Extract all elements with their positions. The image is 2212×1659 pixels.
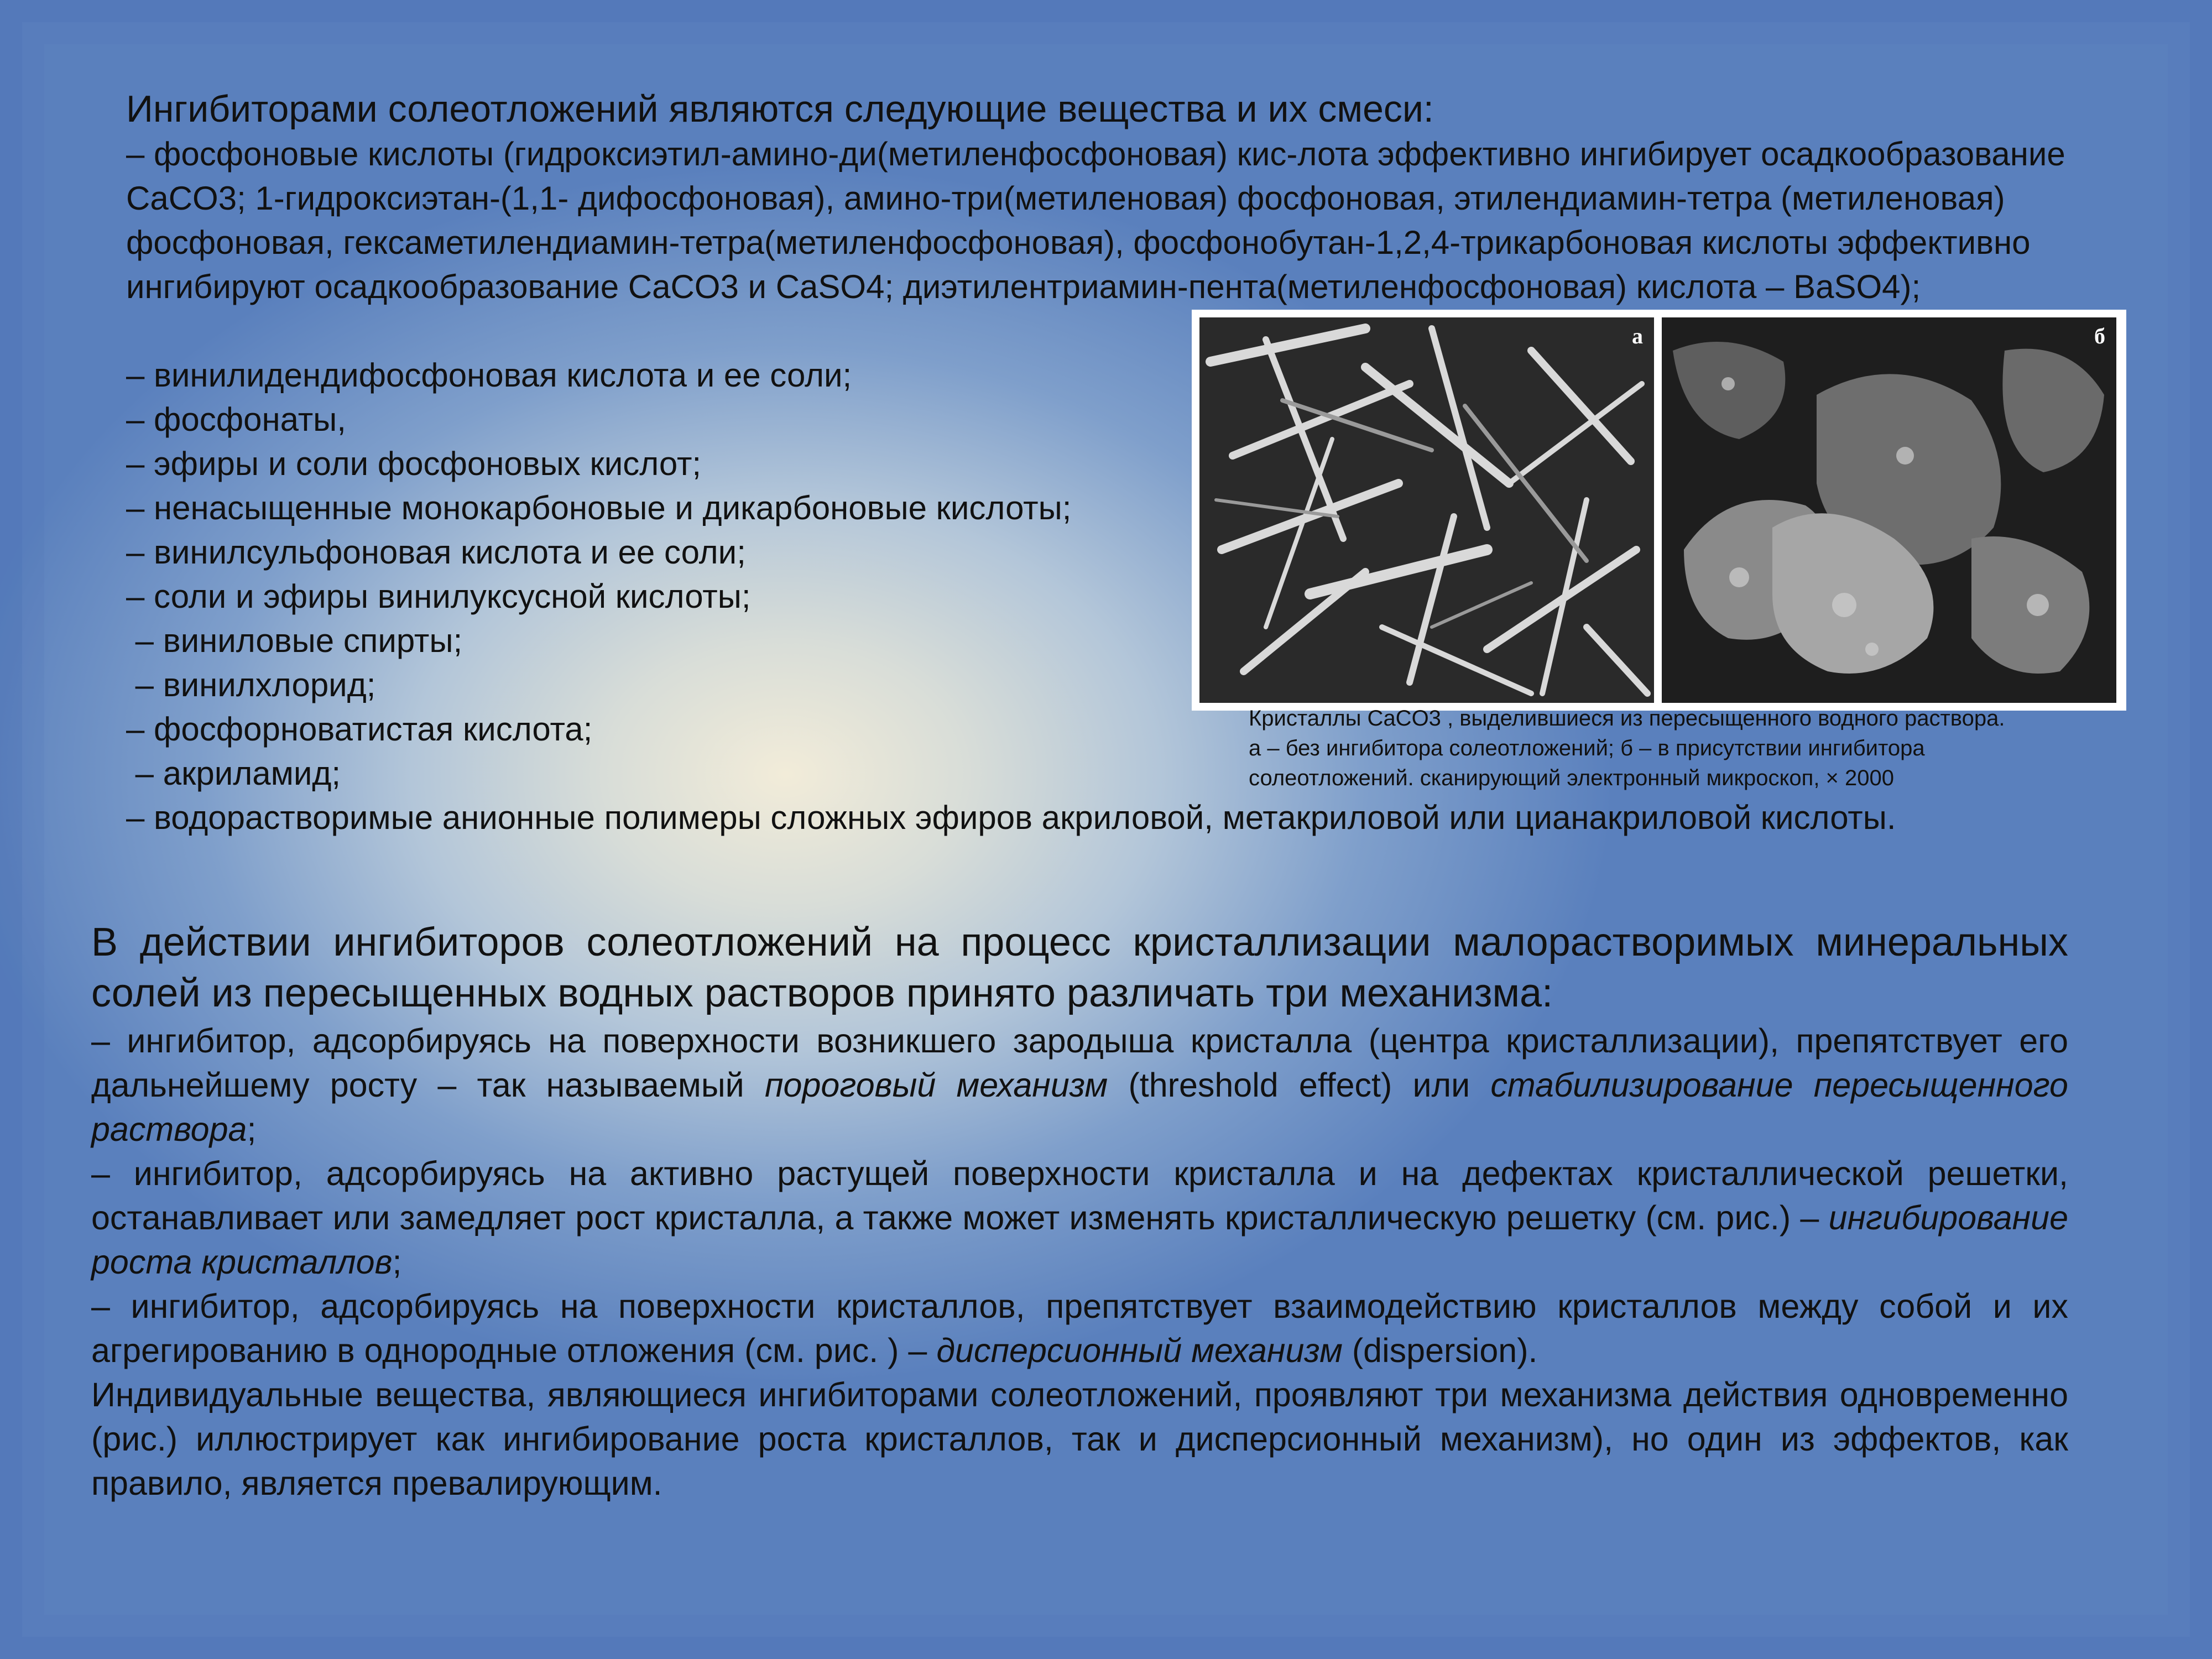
list-item: – эфиры и соли фосфоновых кислот;: [126, 445, 702, 482]
panel-label-a: а: [1632, 324, 1643, 348]
mechanism-term: стабилизирование пересыщенного раствора: [91, 1066, 2068, 1148]
aggregated-crystals-image: [1662, 317, 2116, 703]
list-item: – винилсульфоновая кислота и ее соли;: [126, 534, 746, 571]
phosphonic-acids-text: – фосфоновые кислоты (гидроксиэтил-амино-ди(метиленфосфоновая) кис-лота эффективно ингибирует осадкообразование CaCO3; 1-гидроксиэтан-(1,1- дифосфоновая), амино-три(метиленовая) фосфоновая, этилендиамин-тетра (метиленовая) фосфоновая, гексаметилендиамин-тетра(метиленфосфоновая), фосфонобутан-1,2,4-трикарбоновая кислоты эффективно ингибируют осадкообразование CaCO3 и CaSO4; диэтилентриамин-пента(метиленфосфоновая) кислота – BaSO4);: [126, 135, 2065, 305]
mechanism-text: – ингибитор, адсорбируясь на активно растущей поверхности кристалла и на дефектах кристаллической решетки, останавливает или замедляет рост кристалла, а также может изменять кристаллическую решетку (см. рис.) –: [91, 1155, 2068, 1237]
list-item: – виниловые спирты;: [126, 622, 463, 659]
list-item: – соли и эфиры винилуксусной кислоты;: [126, 578, 751, 615]
mechanism-text: – ингибитор, адсорбируясь на поверхности кристаллов, препятствует взаимодействию кристаллов между собой и их агрегированию в однородные отложения (см. рис. ) –: [91, 1287, 2068, 1369]
figure-caption: [1249, 703, 2156, 793]
mechanism-term: дисперсионный механизм: [936, 1332, 1343, 1369]
mechanism-term: ингибирование роста кристаллов: [91, 1199, 2068, 1281]
mechanism-threshold: [91, 1019, 2068, 1151]
mechanism-text: (dispersion).: [1342, 1332, 1538, 1369]
caption-line: солеотложений. сканирующий электронный микроскоп, × 2000: [1249, 766, 1895, 790]
caption-line: Кристаллы CaCO3 , выделившиеся из пересыщенного водного раствора.: [1249, 706, 2005, 731]
caption-line: а – без ингибитора солеотложений; б – в присутствии ингибитора: [1249, 736, 1925, 760]
mechanism-text: ;: [392, 1243, 402, 1281]
sem-figure: [1192, 310, 2126, 711]
mechanism-growth-inhibition: [91, 1151, 2068, 1284]
mechanisms-section: [91, 917, 2068, 1505]
list-item: – фосфорноватистая кислота;: [126, 711, 593, 748]
list-item: – водорастворимые анионные полимеры сложных эфиров акриловой, метакриловой или цианакриловой кислоты.: [126, 799, 1896, 836]
needle-crystals-image: [1199, 317, 1654, 703]
sem-image-no-inhibitor: [1199, 317, 1654, 703]
mechanism-term: пороговый механизм: [764, 1066, 1108, 1104]
list-item: – винилидендифосфоновая кислота и ее соли;: [126, 357, 852, 394]
panel-label-b: б: [2094, 324, 2105, 348]
mechanism-text: – ингибитор, адсорбируясь на поверхности возникшего зародыша кристалла (центра кристаллизации), препятствует его дальнейшему росту – так называемый: [91, 1022, 2068, 1104]
mechanism-text: ;: [247, 1110, 257, 1148]
mechanism-dispersion: [91, 1284, 2068, 1373]
list-item: – акриламид;: [126, 755, 341, 792]
conclusion-text: Индивидуальные вещества, являющиеся ингибиторами солеотложений, проявляют три механизма действия одновременно (рис.) иллюстрирует как ингибирование роста кристаллов, так и дисперсионный механизм), но один из эффектов, как правило, является превалирующим.: [91, 1376, 2068, 1502]
sem-image-with-inhibitor: [1662, 317, 2116, 703]
list-heading: Ингибиторами солеотложений являются следующие вещества и их смеси:: [126, 88, 1434, 130]
mechanism-text: (threshold effect) или: [1108, 1066, 1491, 1104]
list-item: – фосфонаты,: [126, 401, 346, 438]
list-item: – ненасыщенные монокарбоновые и дикарбоновые кислоты;: [126, 489, 1072, 526]
mechanisms-heading: В действии ингибиторов солеотложений на процесс кристаллизации малорастворимых минеральных солей из пересыщенных водных растворов принято различать три механизма:: [91, 920, 2068, 1015]
list-item: – винилхлорид;: [126, 666, 376, 703]
